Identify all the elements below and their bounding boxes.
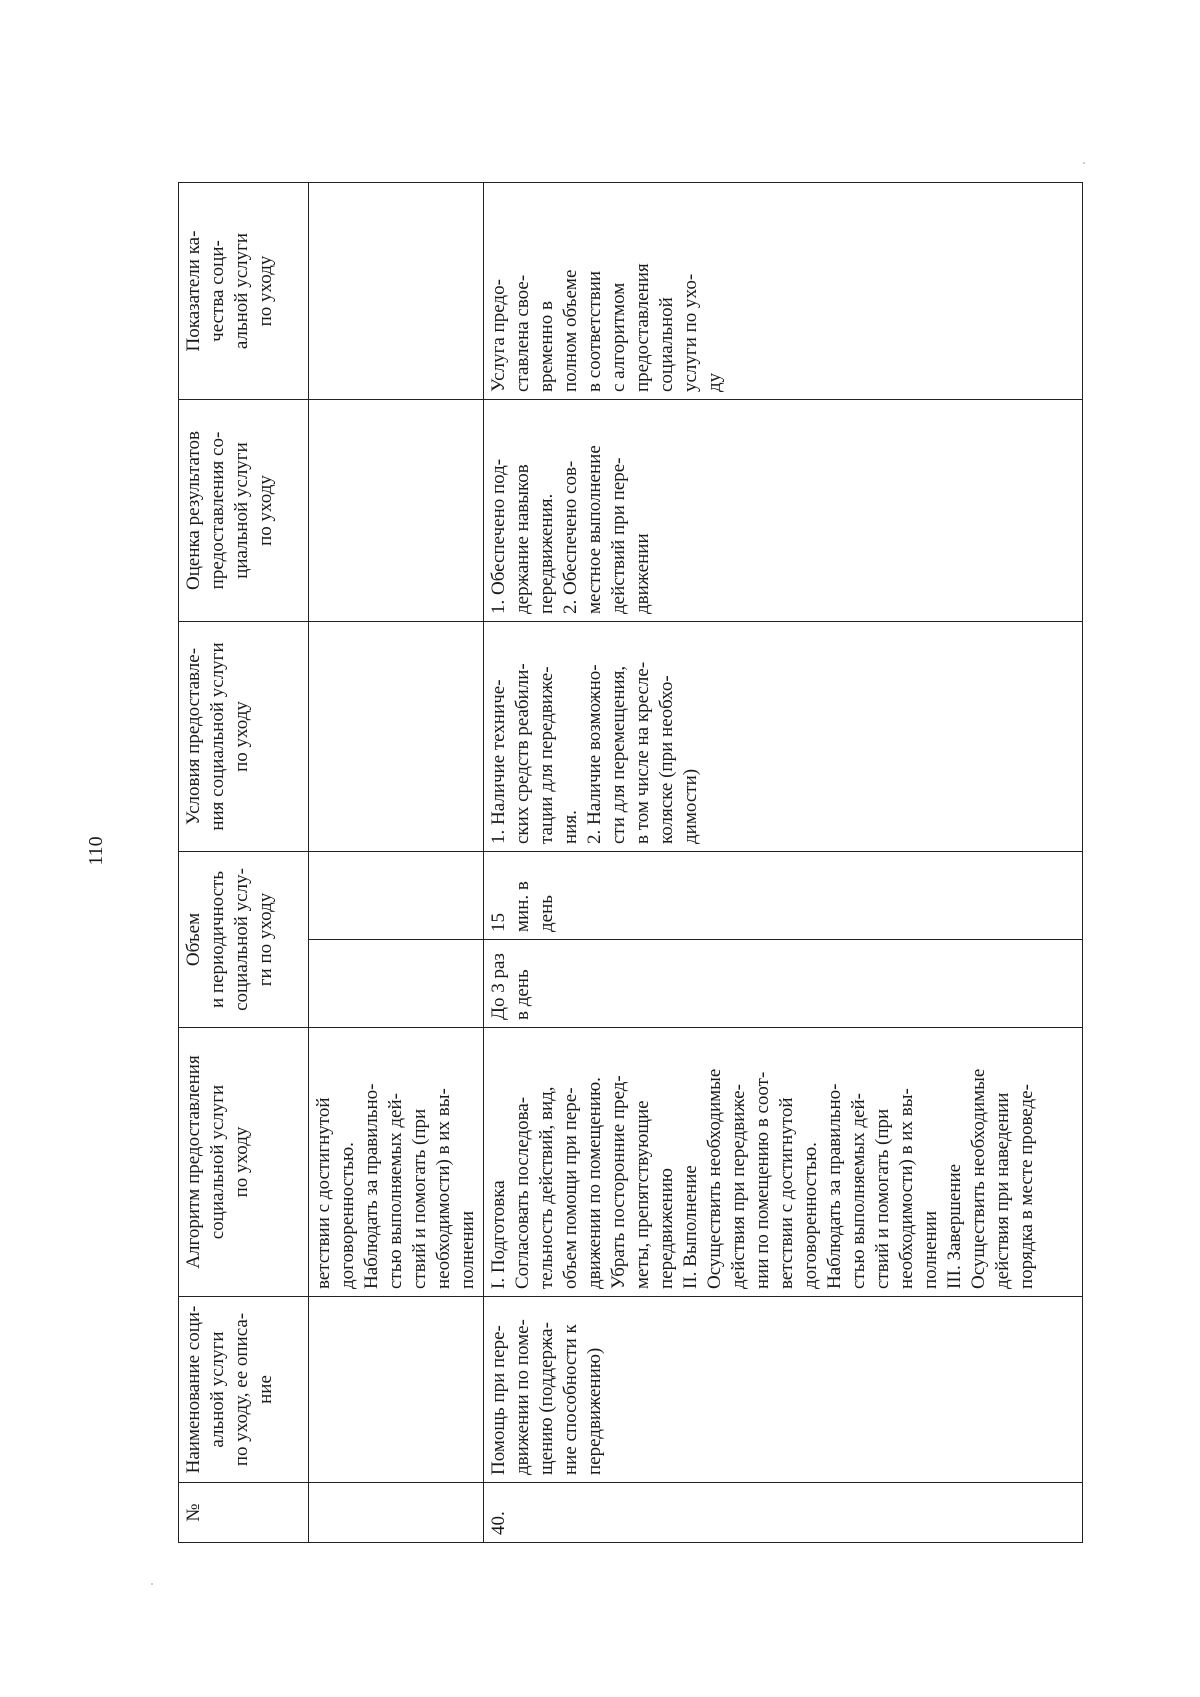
header-quality: Показатели ка- чества соци- альной услуги по уходу [179, 183, 309, 400]
cell-40-evaluation: 1. Обеспечено под- держание навыков передвижения. 2. Обеспечено сов- местное выполнение действий при пере- движении [484, 400, 1083, 622]
header-service-name: Наименование соци- альной услуги по уходу, ее описа- ние [179, 1297, 309, 1483]
services-table [178, 182, 1083, 1543]
header-volume-frequency: Объем и периодичность социальной услу- ги по уходу [179, 852, 309, 1028]
header-number: № [179, 1483, 309, 1543]
cell-40-conditions: 1. Наличие техниче- ских средств реабили- тации для передвиже- ния. 2. Наличие возможно- сти для перемещения, в том числе на кресле- коляске (при необхо- димости) [484, 622, 1083, 852]
page-number: 110 [85, 836, 107, 866]
table-header-row [179, 183, 309, 1543]
header-conditions: Условия предоставле- ния социальной услуги по уходу [179, 622, 309, 852]
cell-continuation-algorithm: ветствии с достигнутой договоренностью. Наблюдать за правильно- стью выполняемых дей- ствий и помогать (при необходимости) в их вы- полнении [309, 1028, 484, 1297]
header-evaluation: Оценка результатов предоставления со- циальной услуги по уходу [179, 400, 309, 622]
table-row-continuation [309, 183, 484, 1543]
header-algorithm: Алгоритм предоставления социальной услуги по уходу [179, 1028, 309, 1297]
cell-continuation-evaluation [309, 400, 484, 622]
scan-speck [1083, 162, 1085, 164]
cell-40-name: Помощь при пере- движении по поме- щению (поддержа- ние способности к передвижению) [484, 1297, 1083, 1483]
cell-continuation-volume-b [309, 852, 484, 940]
cell-40-quality: Услуга предо- ставлена свое- временно в полном объеме в соответствии с алгоритмом предоставления социальной услуги по ухо- ду [484, 183, 1083, 400]
rotated-table-container [178, 183, 1083, 1543]
cell-continuation-quality [309, 183, 484, 400]
cell-continuation-volume-a [309, 940, 484, 1028]
cell-40-number: 40. [484, 1483, 1083, 1543]
scan-speck [151, 1583, 153, 1585]
cell-40-volume-duration: 15 мин. в день [484, 852, 1083, 940]
cell-continuation-number [309, 1483, 484, 1543]
cell-40-algorithm: I. Подготовка Согласовать последова- тельность действий, вид, объем помощи при пере- движении по помещению. Убрать посторонние пред- меты, препятствующие передвижению II. Выполнение Осуществить необходимые действия при передвиже- нии по помещению в соот- ветствии с достигнутой договоренностью. Наблюдать за правильно- стью выполняемых дей- ствий и помогать (при необходимости) в их вы- полнении III. Завершение Осуществить необходимые действия при наведении порядка в месте проведе- [484, 1028, 1083, 1297]
cell-continuation-name [309, 1297, 484, 1483]
cell-40-volume-times: До 3 раз в день [484, 940, 1083, 1028]
cell-continuation-conditions [309, 622, 484, 852]
table-row-40 [484, 183, 1083, 1543]
